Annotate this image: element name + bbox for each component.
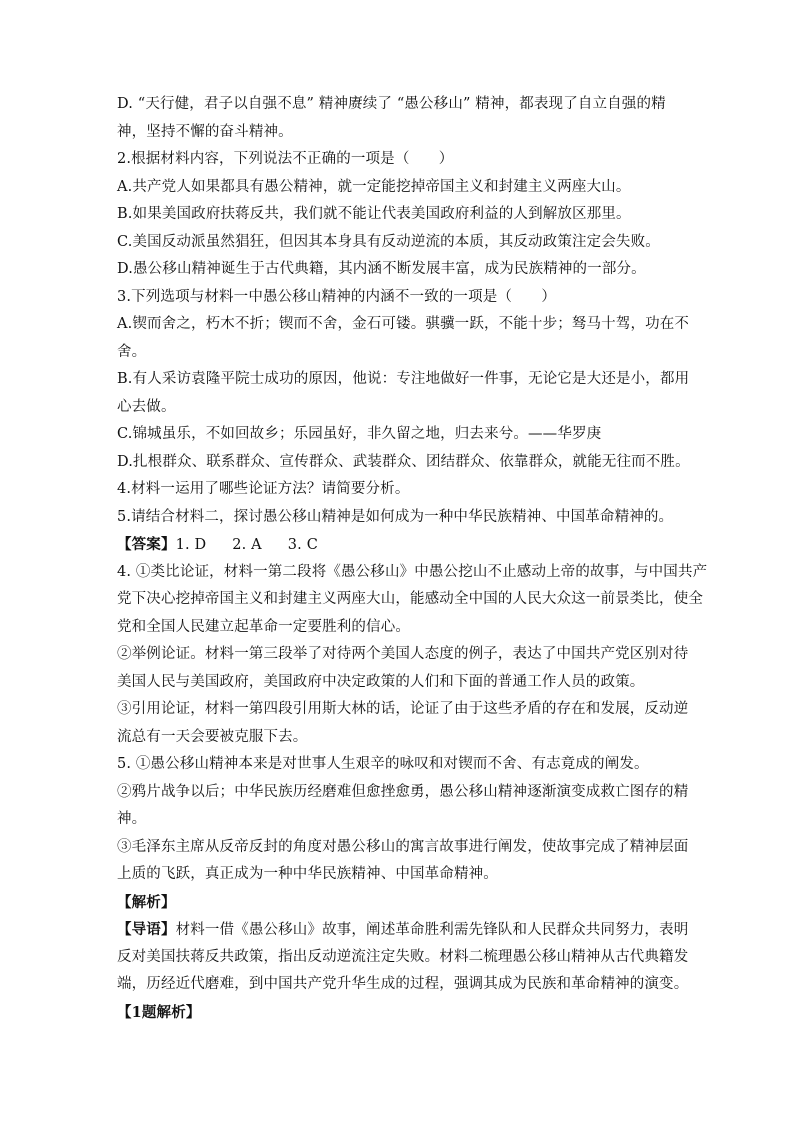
guide-line: 反对美国扶蒋反共政策，指出反动逆流注定失败。材料二梳理愚公移山精神从古代典籍发 — [117, 948, 689, 965]
option-d: D.愚公移山精神诞生于古代典籍，其内涵不断发展丰富，成为民族精神的一部分。 — [117, 261, 646, 277]
q1-analysis-label: 【1题解析】 — [117, 1003, 201, 1021]
answer-line — [117, 531, 677, 559]
question-2: 2.根据材料内容，下列说法不正确的一项是（ ） — [117, 151, 454, 167]
text-line: ③毛泽东主席从反帝反封的角度对愚公移山的寓言故事进行阐发，使故事完成了精神层面 — [117, 838, 689, 855]
question-5: 5.请结合材料二，探讨愚公移山精神是如何成为一种中华民族精神、中国革命精神的。 — [117, 508, 674, 525]
question-3: 3.下列选项与材料一中愚公移山精神的内涵不一致的一项是（ ） — [117, 288, 556, 305]
text-line: ②举例论证。材料一第三段举了对待两个美国人态度的例子，表达了中国共产党区别对待 — [117, 646, 689, 662]
option-b: B.有人采访袁隆平院士成功的原因，他说：专注地做好一件事，无论它是大还是小，都用 — [117, 371, 690, 387]
guide-line — [117, 916, 689, 944]
text-line: 美国人民与美国政府，美国政府中决定政策的人们和下面的普通工作人员的政策。 — [117, 673, 645, 690]
answer-label: 【答案】 — [117, 536, 176, 553]
option-a: A.共产党人如果都具有愚公精神，就一定能挖掉帝国主义和封建主义两座大山。 — [117, 178, 631, 195]
text-line: 神。 — [117, 811, 147, 827]
guide-label: 【导语】 — [117, 921, 176, 938]
option-a: A.锲而舍之，朽木不折；锲而不舍，金石可镂。骐骥一跃，不能十步；驽马十驾，功在不 — [117, 316, 690, 332]
answer-item: 1. D — [175, 537, 207, 553]
text-line: 神，坚持不懈的奋斗精神。 — [117, 123, 293, 140]
text-line: ②鸦片战争以后；中华民族历经磨难但愈挫愈勇，愚公移山精神逐渐演变成救亡图存的精 — [117, 783, 689, 800]
text-line: 流总有一天会要被克服下去。 — [117, 728, 308, 745]
option-b: B.如果美国政府扶蒋反共，我们就不能让代表美国政府利益的人到解放区那里。 — [117, 206, 631, 222]
answer-item: 3. C — [287, 537, 318, 553]
answer-item: 2. A — [232, 537, 262, 553]
option-c: C.美国反动派虽然猖狂，但因其本身具有反动逆流的本质，其反动政策注定会失败。 — [117, 233, 660, 250]
option-c: C.锦城虽乐，不如回故乡；乐园虽好，非久留之地，归去来兮。——华罗庚 — [117, 426, 602, 442]
text-line: ③引用论证，材料一第四段引用斯大林的话，论证了由于这些矛盾的存在和发展，反动逆 — [117, 701, 689, 717]
text-line: 5. ①愚公移山精神本来是对世事人生艰辛的咏叹和对锲而不舍、有志竟成的阐发。 — [117, 756, 649, 772]
question-4: 4.材料一运用了哪些论证方法？请简要分析。 — [117, 481, 410, 497]
option-d: D.扎根群众、联系群众、宣传群众、武装群众、团结群众、依靠群众，就能无往而不胜。 — [117, 453, 690, 470]
guide-text: 材料一借《愚公移山》故事，阐述革命胜利需先锋队和人民群众共同努力，表明 — [175, 922, 689, 938]
text-line: 心去做。 — [117, 398, 176, 415]
text-line: 党和全国人民建立起革命一定要胜利的信心。 — [117, 618, 410, 635]
text-line: 党下决心挖掉帝国主义和封建主义两座大山，能感动全中国的人民大众这一前景类比，使全 — [117, 591, 703, 607]
text-line: 4. ①类比论证，材料一第二段将《愚公移山》中愚公挖山不止感动上帝的故事，与中国共产 — [117, 563, 708, 580]
document-page — [117, 91, 708, 1026]
text-line: D. “天行健，君子以自强不息” 精神赓续了 “愚公移山” 精神，都表现了自立自强的精 — [117, 96, 666, 112]
guide-line: 端，历经近代磨难，到中国共产党升华生成的过程，强调其成为民族和革命精神的演变。 — [117, 976, 689, 992]
text-line: 上质的飞跃，真正成为一种中华民族精神、中国革命精神。 — [117, 866, 498, 882]
text-line: 舍。 — [117, 343, 147, 360]
analysis-label: 【解析】 — [117, 893, 176, 911]
